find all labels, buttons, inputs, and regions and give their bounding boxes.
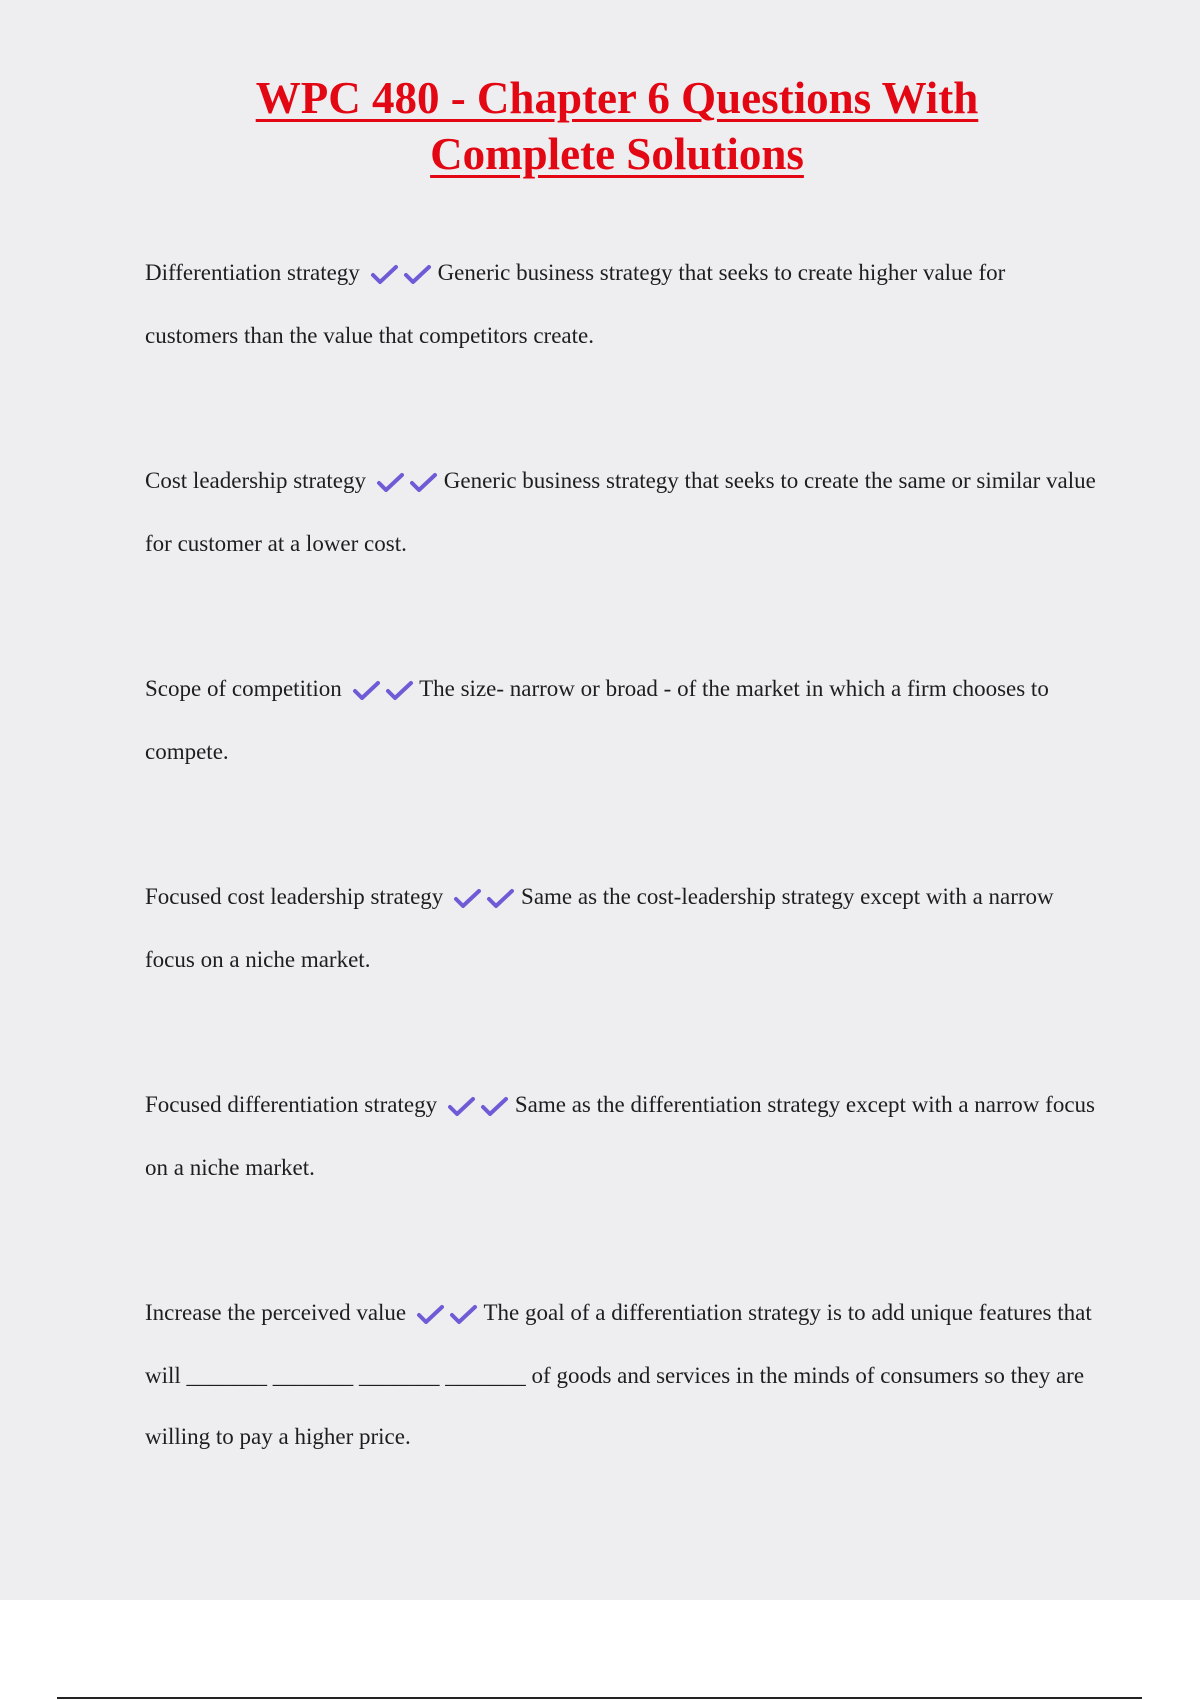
qa-answer: Same as the cost-leadership strategy except with a narrow focus on a niche market. <box>145 884 1054 973</box>
double-check-icon <box>416 1282 478 1343</box>
qa-answer: Same as the differentiation strategy except with a narrow focus on a niche market. <box>145 1092 1095 1181</box>
title-line-2: Complete Solutions <box>430 129 804 179</box>
qa-answer: The goal of a differentiation strategy is to add unique features that will _______ _______ _______ _______ of goods and services in the minds of consumers so they are willing to pay a higher price. <box>145 1300 1092 1450</box>
qa-term: Cost leadership strategy <box>145 468 367 493</box>
double-check-icon <box>447 1074 509 1135</box>
qa-term: Focused cost leadership strategy <box>145 884 444 909</box>
title-line-1: WPC 480 - Chapter 6 Questions With <box>255 73 979 123</box>
qa-term: Differentiation strategy <box>145 260 360 285</box>
double-check-icon <box>352 658 414 719</box>
qa-item <box>145 450 1100 574</box>
qa-term: Focused differentiation strategy <box>145 1092 438 1117</box>
qa-answer: Generic business strategy that seeks to create higher value for customers than the value that competitors create. <box>145 260 1006 349</box>
qa-answer: The size- narrow or broad - of the market in which a firm chooses to compete. <box>145 676 1049 765</box>
qa-item <box>145 658 1100 782</box>
qa-answer: Generic business strategy that seeks to create the same or similar value for customer at a lower cost. <box>145 468 1096 557</box>
qa-item <box>145 242 1100 366</box>
double-check-icon <box>376 450 438 511</box>
qa-item <box>145 866 1100 990</box>
qa-item <box>145 1282 1100 1467</box>
footer-divider <box>57 1697 1142 1699</box>
double-check-icon <box>453 866 515 927</box>
document-title <box>0 70 1200 182</box>
qa-item <box>145 1074 1100 1198</box>
qa-term: Increase the perceived value <box>145 1300 407 1325</box>
qa-term: Scope of competition <box>145 676 342 701</box>
double-check-icon <box>370 242 432 303</box>
